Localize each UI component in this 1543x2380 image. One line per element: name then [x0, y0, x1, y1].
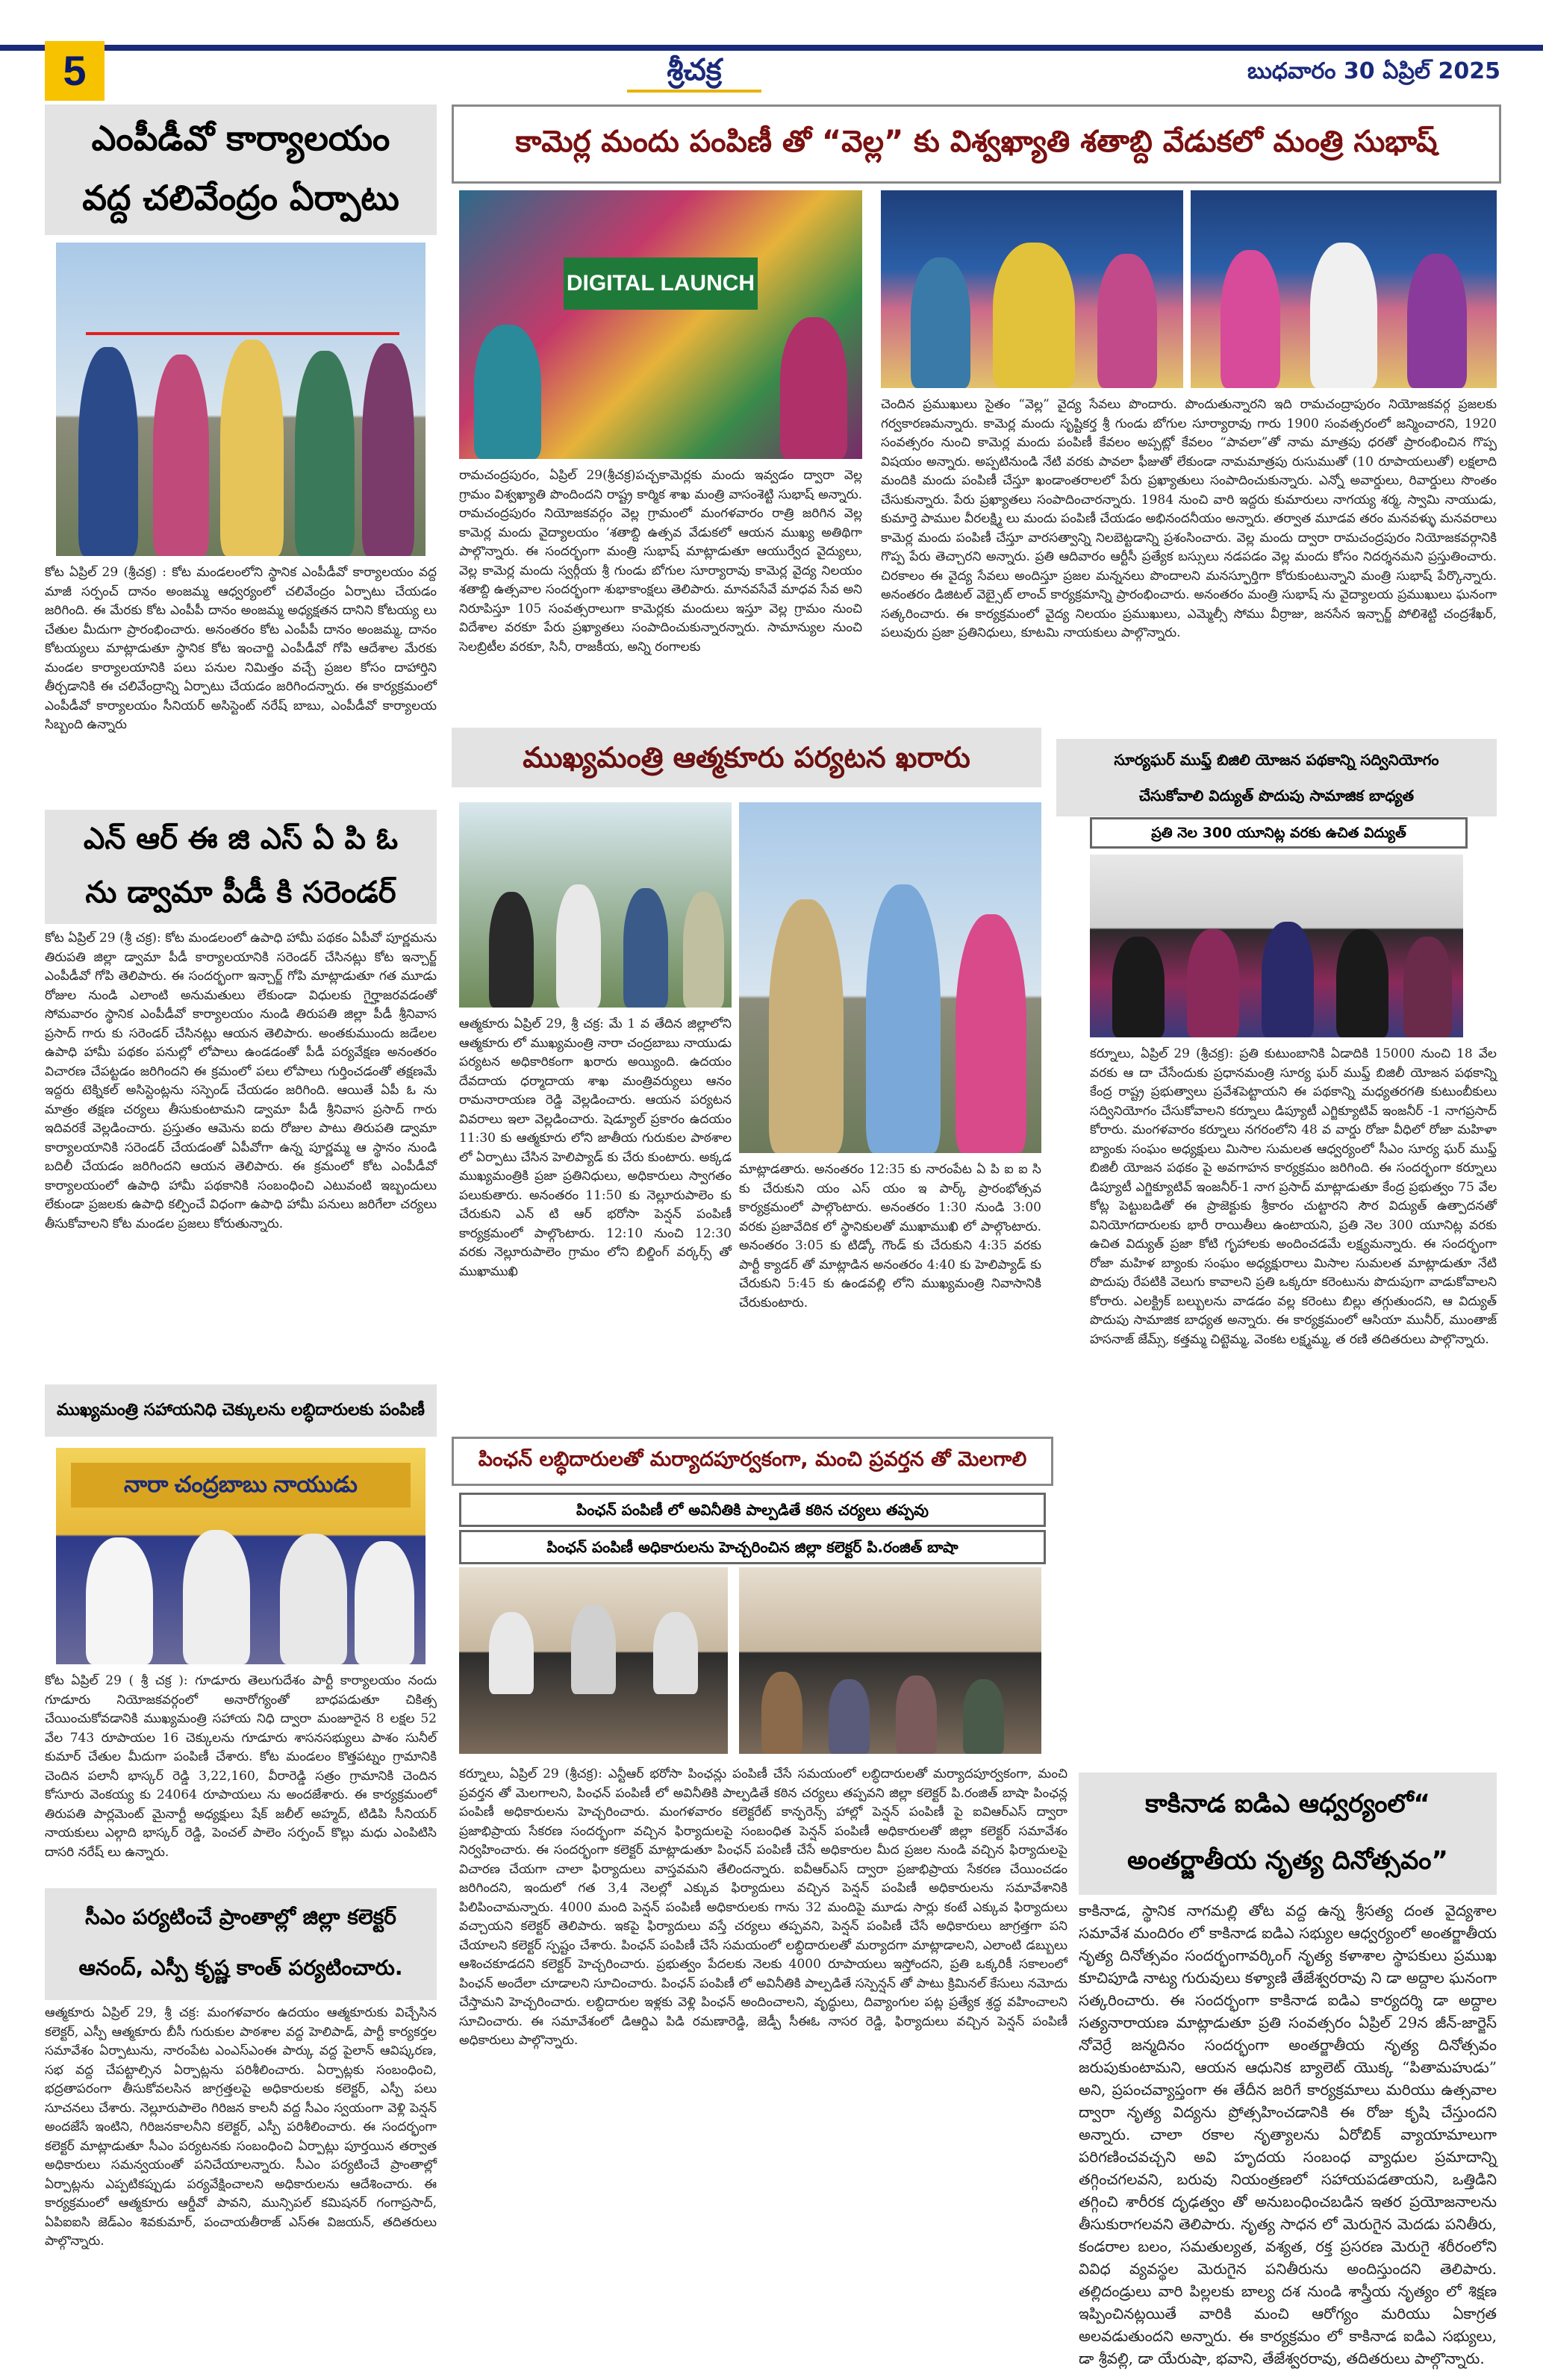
pension-person	[829, 1679, 870, 1754]
cm-person	[683, 892, 724, 1008]
pension-sub2: పింఛన్ పంపిణీ అధికారులను హెచ్చరించిన జిల్లా కలెక్టర్ పి.రంజిత్ బాషా	[459, 1530, 1046, 1564]
surya-body: కర్నూలు, ఏప్రిల్ 29 (శ్రీచక్ర): ప్రతి కుటుంబానికి ఏడాదికి 15000 నుంచి 18 వేల వరకు ఆ దా చేసేందుకు ప్రధానమంత్రి సూర్య ఘర్ ముఫ్త్ బిజిలీ యోజన పథకాన్ని కేంద్ర రాష్ట్ర ప్రభుత్వాలు ప్రవేశపెట్టాయని ఈ పథకాన్ని మధ్యతరగతి కుటుంబీకులు సద్వినియోగం చేసుకోవాలని కర్నూలు డిప్యూటీ ఎగ్జిక్యూటివ్ ఇంజనీర్ -1 నాగప్రసాద్ కోరారు. మంగళవారం కర్నూలు నగరంలోని 48 వ వార్డు రోజా వీధిలో రోజా మహిళా బ్యాంకు సంఘం అధ్యక్షులు మిసాల సుమలత ఆధ్వర్యంలో సీఎం సూర్య ఘర్ ముఫ్త్ బిజిలీ యోజన పథకం పై అవగాహన కార్యక్రమం జరిగింది. ఈ సందర్భంగా కర్నూలు డిప్యూటీ ఎగ్జిక్యూటివ్ ఇంజనీర్-1 నాగ ప్రసాద్ మాట్లాడుతూ కేంద్ర ప్రభుత్వం 75 వేల కోట్ల పెట్టుబడితో ఈ ప్రాజెక్టుకు శ్రీకారం చుట్టారని సౌర విద్యుత్ ఉత్పాదనతో వినియోగదారులకు భారీ రాయితీలు ఉంటాయని, ప్రతి నెల 300 యూనిట్ల వరకు ఉచిత విద్యుత్ ప్రజా కోటి గృహాలకు అందించడమే లక్ష్యమన్నారు. ఈ సందర్భంగా రోజా మహిళ బ్యాంకు సంఘం అధ్యక్షురాలు మిసాల సుమలత మాట్లాడుతూ నేటి పొదుపు రేపటికి వెలుగు కావాలని ప్రతి ఒక్కరూ కరెంటును పొదుపుగా వాడుకోవాలని కోరారు. ఎలక్ట్రిక్ బల్బులను వాడడం వల్ల కరెంటు బిల్లు తగ్గుతుందని, ఆ విద్యుత్ పొదుపు సామాజిక బాధ్యత అన్నారు. ఈ కార్యక్రమంలో ఆసియా మునీర్, ముంతాజ్ హసనాజ్ జేమ్స్, కత్తమ్మ చిట్టెమ్మ, వెంకట లక్ష్మమ్మ, త రణి తదితరులు పాల్గొన్నారు.	[1090, 1046, 1497, 1347]
pension-photo-2	[739, 1567, 1041, 1754]
lead-headline: కామెర్ల మందు పంపిణీ తో “వెల్ల” కు విశ్వఖ్యాతి శతాబ్ది వేడుకలో మంత్రి సుభాష్	[452, 104, 1501, 184]
a2-headline-l2: ను డ్వామా పీడీ కి సరెండర్	[85, 875, 396, 910]
cm-headline: ముఖ్యమంత్రి ఆత్మకూరు పర్యటన ఖరారు	[452, 728, 1041, 787]
a1-person	[220, 340, 284, 556]
cm-person	[769, 899, 844, 1153]
lead-photo-1	[459, 190, 862, 459]
dance-headline	[1079, 1772, 1497, 1895]
surya-subhead: ప్రతి నెల 300 యూనిట్ల వరకు ఉచిత విద్యుత్	[1090, 817, 1468, 849]
a1-person	[78, 347, 138, 556]
a4-headline-l1: సీఎం పర్యటించే ప్రాంతాల్లో జిల్లా కలెక్టర్	[85, 1905, 396, 1929]
pension-headline: పింఛన్ లబ్ధిదారులతో మర్యాదపూర్వకంగా, మంచి ప్రవర్తన తో మెలగాలి	[452, 1437, 1053, 1486]
a3-photo	[56, 1448, 426, 1664]
lead-person	[1407, 254, 1467, 388]
cm-person	[556, 884, 601, 1008]
pension-sub1: పింఛన్ పంపిణీ లో అవినీతికి పాల్పడితే కఠిన చర్యలు తప్పవు	[459, 1493, 1046, 1527]
a2-body: కోట ఏప్రిల్ 29 (శ్రీ చక్ర): కోట మండలంలో ఉపాధి హామీ పథకం ఏపీవో పూర్ణమను తిరుపతి జిల్లా డ్వామా పీడీ కార్యాలయానికి సరెండర్ చేసినట్లు కోట ఇన్చార్జ్ ఎంపీడీవో గోపి తెలిపారు. ఈ సందర్భంగా ఇన్చార్జ్ గోపి మాట్లాడుతూ గత మూడు రోజుల నుండి ఎలాంటి అనుమతులు లేకుండా విధులకు గైర్హాజరవడంతో సోమవారం స్థానిక ఎంపీడీవో కార్యాలయం నుండి తిరుపతి జిల్లా పీడీ శ్రీనివాస ప్రసాద్ గారు కు సరెండర్ చేసినట్లు ఆయన తెలిపారు. అంతకుముందు జడేలల ఉపాధి హామీ పథకం పనుల్లో లోపాలు ఉండడంతో పీడీ పర్యవేక్షణ అనంతరం విచారణ చేపట్టడం జరిగిందని ఈ క్రమంలో పలు లోపాలు గుర్తించడంతో తక్షణమే ఇద్దరు టెక్నికల్ అసిస్టెంట్లను సస్పెండ్ చేయడం జరిగింది. ఆయితే ఏపీ ఓ ను మాత్రం తక్షణ చర్యలు తీసుకుంటామని డ్వామా పీడీ శ్రీనివాస ప్రసాద్ గారు ఇదివరకే వెల్లడించారు. ప్రస్తుతం ఆమెను ఐదు రోజుల పాటు తిరుపతి డ్వామా కార్యాలయానికి సరెండర్ చేయడంతో ఏపీవోగా ఉన్న పూర్ణమ్మ ఆ స్థానం నుండి బదిలీ చేయడం జరిగిందని ఆయన తెలిపారు. ఈ క్రమంలో కోట ఎంపీడీవో కార్యాలయంలో ఉపాధి హామీ పథకానికి సంబంధించి ఎటువంటి ఇబ్బందులు లేకుండా ప్రజలకు ఉపాధి కల్పించే విధంగా ఉపాధి హామీ పనులు జరిగేలా చర్యలు తీసుకోవాలని కోట మండల ప్రజలు కోరుతున్నారు.	[45, 931, 437, 1231]
pension-photo-1	[459, 1567, 728, 1754]
a1-headline	[45, 104, 437, 235]
issue-date: బుధవారం 30 ఏప్రిల్ 2025	[1247, 58, 1500, 84]
cm-person	[866, 884, 941, 1153]
surya-person	[1262, 922, 1314, 1037]
a3-banner: నారా చంద్రబాబు నాయుడు	[71, 1463, 411, 1508]
lead-person	[1097, 254, 1157, 388]
lead-body-right: చెందిన ప్రముఖులు సైతం “వెల్ల” వైద్య సేవలు పొందారు. పొందుతున్నారని ఇది రామచంద్రాపురం నియోజకవర్గ ప్రజలకు గర్వకారణమన్నారు. కామెర్ల మందు సృష్టికర్త శ్రీ గుండు బోగుల సూర్యారావు గారు 1900 సంవత్సరంలో జన్మించారని, 1920 సంవత్సరం నుంచి కామెర్ల మందు పంపిణీ కేవలం అప్పట్లో కేవలం “పావలా”తో నామ మాత్రపు ధరతో ప్రారంభించిన గొప్ప విషయం అన్నారు. అప్పటినుండి నేటి వరకు పావలా ఫీజుతో లేకుండా నామమాత్రపు రుసుముతో (10 రూపాయలుతో) లక్షలాది మందికి మందు పంపిణీ చేస్తూ ఖండాంతరాలలో పేరు ప్రఖ్యాతులు సంపాదించుకున్నారు. ఎన్నో అవార్డులు, రివార్డులు సొంతం చేసుకున్నారు. పేరు ప్రఖ్యాతలు సంపాదించారన్నారు. 1984 నుంచి వారి ఇద్దరు కుమారులు నాగయ్య శర్మ, స్వామి నాయుడు, కుమార్తె పాముల వీరలక్ష్మి లు మందు పంపిణీ చేయడం అభినందనీయం అన్నారు. తర్వాత మూడవ తరం మనవళ్ళు మనవరాలు కామెర్ల మందు పంపిణీ చేస్తూ వారసత్వాన్ని నిలబెట్టడాన్ని ప్రశంసించారు. వెల్ల మందు ద్వారా రామచంద్రపురం నియోజకవర్గానికి గొప్ప పేరు తెచ్చారని అన్నారు. ప్రతి ఆదివారం ఆర్టీసీ ప్రత్యేక బస్సులు నడపడం వెల్ల మందు కోసం నిదర్శనమని ప్రస్తుతించారు. చిరకాలం ఈ వైద్య సేవలు అందిస్తూ ప్రజల మన్ననలు పొందాలని మనస్ఫూర్తిగా కోరుకుంటున్నాని మంత్రి సుభాష్ పేర్కొన్నారు. అనంతరం డిజిటల్ వెబ్సైట్ లాంచ్ కార్యక్రమాన్ని ప్రారంభించారు. అనంతరం మంత్రి సుభాష్ ను వైద్యాలయ ప్రముఖులు ఘనంగా సత్కరించారు. ఈ కార్యక్రమంలో వైద్య నిలయం ప్రముఖులు, ఎమ్మెల్సీ సోము వీర్రాజు, జనసేన ఇన్చార్జ్ పోలిశెట్టి చంద్రశేఖర్, పలువురు ప్రజా ప్రతినిధులు, కూటమి నాయకులు పాల్గొన్నారు.	[881, 397, 1497, 640]
pension-person	[896, 1675, 937, 1754]
a1-body: కోట ఏప్రిల్ 29 (శ్రీచక్ర) : కోట మండలంలోని స్థానిక ఎంపీడీవో కార్యాలయం వద్ద మాజీ సర్పంచ్ దానం అంజమ్మ ఆధ్వర్యంలో చలివేంద్రం ఏర్పాటు చేయడం జరిగింది. ఈ మేరకు కోట ఎంపీపీ దానం అంజమ్మ అధ్యక్షతన దానిని కోటయ్య లు చేతుల మీదుగా ప్రారంభించారు. అనంతరం కోట ఎంపీపీ దానం అంజమ్మ, దానం కోటయ్యలు మాట్లాడుతూ స్థానిక కోట ఇంచార్జి ఎంపీడీవో గోపి ఆదేశాల మేరకు మండల కార్యాలయానికి పలు పనుల నిమిత్తం వచ్చే ప్రజల కోసం దాహార్తిని తీర్చడానికి ఈ చలివేంద్రాన్ని ఏర్పాటు చేయడం జరిగిందన్నారు. ఈ కార్యక్రమంలో ఎంపీడీవో కార్యాలయం సీనియర్ అసిస్టెంట్ నరేష్ బాబు, ఎంపీడీవో కార్యాలయ సిబ్బంది ఉన్నారు	[45, 565, 437, 732]
surya-person	[1403, 937, 1452, 1037]
lead-person	[1221, 250, 1280, 388]
masthead-rule	[0, 45, 1543, 51]
surya-photo	[1090, 855, 1463, 1037]
pension-person	[653, 1612, 698, 1694]
a3-person	[183, 1530, 250, 1664]
pension-person	[489, 1612, 534, 1694]
cm-person	[623, 888, 668, 1008]
dance-headline-l1: కాకినాడ ఐడిఎ ఆధ్వర్యంలో“	[1145, 1789, 1430, 1819]
left-column	[45, 104, 437, 2336]
a4-body: ఆత్మకూరు ఏప్రిల్ 29, శ్రీ చక్ర: మంగళవారం ఉదయం ఆత్మకూరుకు విచ్చేసిన కలెక్టర్, ఎస్పీ ఆత్మకూరు బీసీ గురుకుల పాఠశాల వద్ద హెలిపాడ్, పార్టీ కార్యకర్తల సమావేశం ఏర్పాటును, నారంపేట ఎంఎస్ఎంఈ పార్కు వద్ద పైలాన్ ఆవిష్కరణ, సభ వద్ద చేపట్టాల్సిన ఏర్పాట్లను పరిశీలించారు. ఏర్పాట్లకు సంబంధించి, భద్రతాపరంగా తీసుకోవలసిన జాగ్రత్తలపై అధికారులకు కలెక్టర్, ఎస్పీ పలు సూచనలు చేశారు. నెల్లూరుపాలెం గిరిజన కాలనీ వద్ద సీఎం స్వయంగా వెళ్లి పెన్షన్ అందజేసే ఇంటిని, గిరిజనకాలనీని కలెక్టర్, ఎస్పీ పరిశీలించారు. ఈ సందర్భంగా కలెక్టర్ మాట్లాడుతూ సీఎం పర్యటనకు సంబంధించి ఏర్పాట్లు పూర్తయిన తర్వాత అధికారులు సమన్వయంతో పనిచేయాలన్నారు. సీఎం పర్యటించే ప్రాంతాల్లో ఏర్పాట్లను ఎప్పటికప్పుడు పర్యవేక్షించాలని అధికారులను ఆదేశించారు. ఈ కార్యక్రమంలో ఆత్మకూరు ఆర్డీవో పావని, మున్సిపల్ కమిషనర్ గంగాప్రసాద్, ఏపిఐఐసి జెడ్ఎం శివకుమార్, పంచాయతీరాజ్ ఎస్ఈ విజయన్, తదితరులు పాల్గొన్నారు.	[45, 2005, 437, 2249]
lead-photo-3	[1191, 190, 1497, 388]
surya-headline	[1056, 739, 1497, 816]
surya-person	[1112, 937, 1165, 1037]
a3-person	[355, 1541, 414, 1664]
page-number: 5	[45, 41, 105, 101]
cm-body-left: ఆత్మకూరు ఏప్రిల్ 29, శ్రీ చక్ర: మే 1 వ తేదిన జిల్లాలోని ఆత్మకూరు లో ముఖ్యమంత్రి నారా చంద్రబాబు నాయుడు పర్యటన అధికారికంగా ఖరారు అయ్యింది. ఉదయం దేవదాయ ధర్మాదాయ శాఖ మంత్రివర్యులు ఆనం రామనారాయణ రెడ్డి వెల్లడించారు. ఆయన పర్యటన వివరాలు ఇలా వెల్లడించారు. షెడ్యూల్ ప్రకారం ఉదయం 11:30 కు ఆత్మకూరు లోని జాతీయ గురుకుల పాఠశాల లో ఏర్పాటు చేసిన హెలిప్యాడ్ కు చేరు కుంటారు. అక్కడ ముఖ్యమంత్రికి ప్రజా ప్రతినిధులు, అధికారులు స్వాగతం పలుకుతారు. అనంతరం 11:50 కు నెల్లూరుపాలెం కు చేరుకుని ఎన్ టి ఆర్ భరోసా పెన్షన్ పంపిణీ కార్యక్రమంలో పాల్గొంటారు. 12:10 నుంచి 12:30 వరకు నెల్లూరుపాలెం గ్రామం లోని బిల్డింగ్ వర్కర్స్ తో ముఖాముఖి	[459, 1016, 732, 1279]
lead-banner: DIGITAL LAUNCH	[564, 257, 758, 310]
a1-person	[362, 343, 414, 556]
surya-headline-l2: చేసుకోవాలి విద్యుత్ పొదుపు సామాజిక బాధ్యత	[1138, 787, 1415, 805]
a3-body: కోట ఏప్రిల్ 29 ( శ్రీ చక్ర ): గూడూరు తెలుగుదేశం పార్టీ కార్యాలయం నందు గూడూరు నియోజకవర్గంలో అనారోగ్యంతో బాధపడుతూ చికిత్స చేయించుకోవడానికి ముఖ్యమంత్రి సహాయ నిధి ద్వారా మంజూరైన 8 లక్షల 52 వేల 743 రూపాయల 16 చెక్కులను గూడూరు శాసనసభ్యులు పాశం సునీల్ కుమార్ చేతుల మీదుగా పంపిణీ చేశారు. కోట మండలం కొత్తపట్నం గ్రామానికి చెందిన పలానీ భాస్కర్ రెడ్డి 3,22,160, వీరారెడ్డి సత్రం గ్రామానికి చెందిన కోసూరు వెంకయ్య కు 24064 రూపాయలు ను అందజేశారు. ఈ కార్యక్రమంలో తిరుపతి పార్లమెంట్ మైనార్టీ అధ్యక్షులు షేక్ జలీల్ అహ్మద్, టిడిపి సీనియర్ నాయకులు ఎల్గాది భాస్కర్ రెడ్డి, పెంచల్ పాలెం సర్పంచ్ కొల్లు మధు ఎంపిటిసి దాసరి నరేష్ లు ఉన్నారు.	[45, 1673, 437, 1860]
lead-person	[993, 243, 1075, 388]
lead-person	[1310, 243, 1377, 388]
cm-photo-1	[459, 802, 732, 1008]
cm-photo-2	[739, 802, 1041, 1153]
a1-person	[295, 351, 355, 556]
lead-person	[911, 257, 970, 388]
a4-headline	[45, 1888, 437, 2000]
lead-person	[780, 317, 847, 459]
surya-person	[1336, 929, 1388, 1037]
a3-headline: ముఖ్యమంత్రి సహాయనిధి చెక్కులను లబ్ధిదారులకు పంపిణీ	[45, 1384, 437, 1437]
a1-headline-l1: ఎంపీడీవో కార్యాలయం	[91, 118, 390, 158]
pension-person	[963, 1679, 1004, 1754]
surya-headline-l1: సూర్యఘర్ ముఫ్త్ బిజిలి యోజన పథకాన్ని సద్వినియోగం	[1114, 751, 1439, 769]
a4-headline-l2: ఆనంద్, ఎస్పీ కృష్ణ కాంత్ పర్యటించారు.	[78, 1955, 403, 1980]
pension-body: కర్నూలు, ఏప్రిల్ 29 (శ్రీచక్ర): ఎన్టీఆర్ భరోసా పింఛన్లు పంపిణీ చేసే సమయంలో లబ్ధిదారులతో మర్యాదపూర్వకంగా, మంచి ప్రవర్తన తో మెలగాలని, పింఛన్ పంపిణీ లో అవినీతికి పాల్పడితే కఠిన చర్యలు తప్పవని జిల్లా కలెక్టర్ పి.రంజిత్ బాషా పింఛన్ల పంపిణీ అధికారులను హెచ్చరించారు. మంగళవారం కలెక్టరేట్ కాన్ఫరెన్స్ హాల్లో పెన్షన్ పంపిణీ పై ఐవిఆర్ఎస్ ద్వారా ప్రజాభిప్రాయ సేకరణ సందర్భంగా వచ్చిన ఫిర్యాదులపై సంబంధిత పెన్షన్ పంపిణీ అధికారులతో జిల్లా కలెక్టర్ సమావేశం నిర్వహించారు. ఈ సందర్భంగా కలెక్టర్ మాట్లాడుతూ పింఛన్ పంపిణీ చేసే అధికారుల మీద ప్రజల నుండి వచ్చిన ఫిర్యాదులపై విచారణ చేయగా చాలా ఫిర్యాదులు వాస్తవమని తేలిందన్నారు. ఐవీఆర్ఎస్ ద్వారా ప్రజాభిప్రాయ సేకరణ చేయించడం జరిగిందని, ఇందులో గత 3,4 నెలల్లో ఎక్కువ ఫిర్యాదులు వచ్చిన పెన్షన్ పంపిణీ అధికారులను సమావేశానికి పిలిపించామన్నారు. 4000 మంది పెన్షన్ పంపిణీ అధికారులకు గాను 32 మందిపై మూడు సార్లు కంటే ఎక్కువ ఫిర్యాదులు వచ్చాయని కలెక్టర్ తెలిపారు. ఇకపై ఫిర్యాదులు వస్తే చర్యలు తప్పవని, పెన్షన్ పంపిణీ చేసే అధికారులు జాగ్రత్తగా పని చేయాలని కలెక్టర్ స్పష్టం చేశారు. పింఛన్ పంపిణీ చేసే సమయంలో లబ్ధిదారులతో మర్యాదగా మాట్లాడాలని, ఎలాంటి డబ్బులు ఆశించకూడదని కలెక్టర్ హెచ్చరించారు. ప్రభుత్వం పేదలకు నెలకు 4000 రూపాయలు ఇస్తోందని, ప్రతి ఒక్కరికీ సకాలంలో పింఛన్ అందేలా చూడాలని సూచించారు. పింఛన్ పంపిణీ లో అవినీతికి పాల్పడితే సస్పెన్షన్ తో పాటు క్రిమినల్ కేసులు నమోదు చేస్తామని హెచ్చరించారు. లబ్ధిదారుల ఇళ్లకు వెళ్లి పింఛన్ అందించాలని, వృద్ధులు, దివ్యాంగుల పట్ల ప్రత్యేక శ్రద్ధ వహించాలని సూచించారు. ఈ సమావేశంలో డిఆర్డిఎ పిడి రమణారెడ్డి, జెడ్పీ సీఈఓ నాసర రెడ్డి, ఫిర్యాదులు వచ్చిన పెన్షన్ పంపిణీ అధికారులు పాల్గొన్నారు.	[459, 1767, 1067, 2048]
dance-body: కాకినాడ, స్థానిక నాగమల్లి తోట వద్ద ఉన్న శ్రీసత్య దంత వైద్యశాల సమావేశ మందిరం లో కాకినాడ ఐడిఎ సభ్యుల ఆధ్వర్యంలో అంతర్జాతీయ నృత్య దినోత్సవం సందర్భంగావర్కింగ్ నృత్య కళాశాల స్థాపకులు ప్రముఖ కూచిపూడి నాట్య గురువులు కళ్యాణి తేజేశ్వరరావు ని డా అద్దాల ఘనంగా సత్కరించారు. ఈ సందర్భంగా కాకినాడ ఐడిఎ కార్యదర్శి డా అద్దాల సత్యనారాయణ మాట్లాడుతూ ప్రతి సంవత్సరం ఏప్రిల్ 29న జీన్-జార్జెస్ నోవెర్రే జన్మదినం సందర్భంగా అంతర్జాతీయ నృత్య దినోత్సవం జరుపుకుంటామని, ఆయన ఆధునిక బ్యాలెట్ యొక్క “పితామహుడు” అని, ప్రపంచవ్యాప్తంగా ఈ తేదీన జరిగే కార్యక్రమాలు మరియు ఉత్సవాల ద్వారా నృత్య విద్యను ప్రోత్సహించడానికి ఈ రోజు కృషి చేస్తుందని అన్నారు. చాలా రకాల నృత్యాలను ఏరోబిక్ వ్యాయామాలుగా పరిగణించవచ్చని అవి హృదయ సంబంధ వ్యాధుల ప్రమాదాన్ని తగ్గించగలవని, బరువు నియంత్రణలో సహాయపడతాయని, ఒత్తిడిని తగ్గించి శారీరక దృఢత్వం తో అనుబంధించబడిన ఇతర ప్రయోజనాలను తీసుకురాగలవని తెలిపారు. నృత్య సాధన లో మెరుగైన మెదడు పనితీరు, కండరాల బలం, సమతుల్యత, వశ్యత, రక్త ప్రసరణ మెరుగై శరీరంలోని వివిధ వ్యవస్థల మెరుగైన పనితీరును అందిస్తుందని తెలిపారు. తల్లిదండ్రులు వారి పిల్లలకు బాల్య దశ నుండి శాస్త్రీయ నృత్యం లో శిక్షణ ఇప్పించినట్లయితే వారికి మంచి ఆరోగ్యం మరియు ఏకాగ్రత అలవడుతుందని అన్నారు. ఈ కార్యక్రమం లో కాకినాడ ఐడిఎ సభ్యులు, డా శ్రీవల్లి, డా యేరుషా, భవాని, తేజేశ్వరరావు, తదితరులు పాల్గొన్నారు.	[1079, 1902, 1497, 2367]
a2-headline-l1: ఎన్ ఆర్ ఈ జి ఎస్ ఏ పి ఓ	[83, 822, 399, 856]
surya-person	[1187, 929, 1239, 1037]
cm-person	[956, 914, 1026, 1153]
a1-person	[153, 354, 209, 556]
lead-person	[474, 325, 541, 459]
cm-person	[489, 892, 534, 1008]
pension-person	[761, 1672, 802, 1754]
a3-person	[86, 1537, 153, 1664]
a2-headline	[45, 810, 437, 924]
a1-headline-l2: వద్ద చలివేంద్రం ఏర్పాటు	[82, 178, 399, 218]
a3-person	[280, 1534, 347, 1664]
lead-body-left: రామచంద్రపురం, ఏప్రిల్ 29(శ్రీచక్ర)పచ్చకామెర్లకు మందు ఇవ్వడం ద్వారా వెల్ల గ్రామం విశ్వఖ్యాతి పొందిందని రాష్ట్ర కార్మిక శాఖ మంత్రి వాసంశెట్టి సుభాష్ అన్నారు. రామచంద్రపురం నియోజకవర్గం వెల్ల గ్రామంలో మంగళవారం రాత్రి జరిగిన వెల్ల కామెర్ల మందు వైద్యాలయం ‘శతాబ్ది ఉత్సవ వేడుకలో ఆయన ముఖ్య అతిథిగా పాల్గొన్నారు. ఈ సందర్భంగా మంత్రి సుభాష్ మాట్లాడుతూ ఆయుర్వేద వైద్యులు, వెల్ల కామెర్ల మందు స్వర్గీయ శ్రీ గుండు బోగుల సూర్యారావు కామెర్ల వైద్య నిలయం శతాబ్ది ఉత్సవాల సందర్భంగా శుభాకాంక్షలు తెలిపారు. మానవసేవే మాధవ సేవ అని నిరూపిస్తూ 105 సంవత్సరాలుగా కామెర్లకు మందులు ఇస్తూ వెల్ల గ్రామం నుంచి విదేశాల వరకూ పేరు ప్రఖ్యాతలు సంపాదించుకున్నారన్నారు. సామాన్యుల నుంచి సెలబ్రిటీల వరకూ, సినీ, రాజకీయ, అన్ని రంగాలకు	[459, 468, 862, 655]
lead-photo-2	[881, 190, 1183, 388]
cm-body-right: మాట్లాడతారు. అనంతరం 12:35 కు నారంపేట ఏ పి ఐ ఐ సి కు చేరుకుని యం ఎస్ యం ఇ పార్క్ ప్రారంభోత్సవ కార్యక్రమంలో పాల్గొంటారు. అనంతరం 1:30 నుండి 3:00 వరకు ప్రజావేదిక లో స్థానికులతో ముఖాముఖి లో పాల్గొంటారు. అనంతరం 3:05 కు టిడ్కో గౌండ్ కు చేరుకుని 4:35 వరకు పార్టీ క్యాడర్ తో మాట్లాడిన అనంతరం 4:40 కు హెలిప్యాడ్ కు చేరుకుని 5:45 కు ఉండవల్లి లోని ముఖ్యమంత్రి నివాసానికి చేరుకుంటారు.	[739, 1162, 1041, 1311]
dance-headline-l2: అంతర్జాతీయ నృత్య దినోత్సవం”	[1127, 1846, 1448, 1875]
newspaper-logo: శ్రీచక్ర	[627, 51, 761, 93]
a1-photo	[56, 243, 426, 556]
a1-ribbon	[86, 332, 399, 335]
pension-person	[571, 1605, 616, 1694]
